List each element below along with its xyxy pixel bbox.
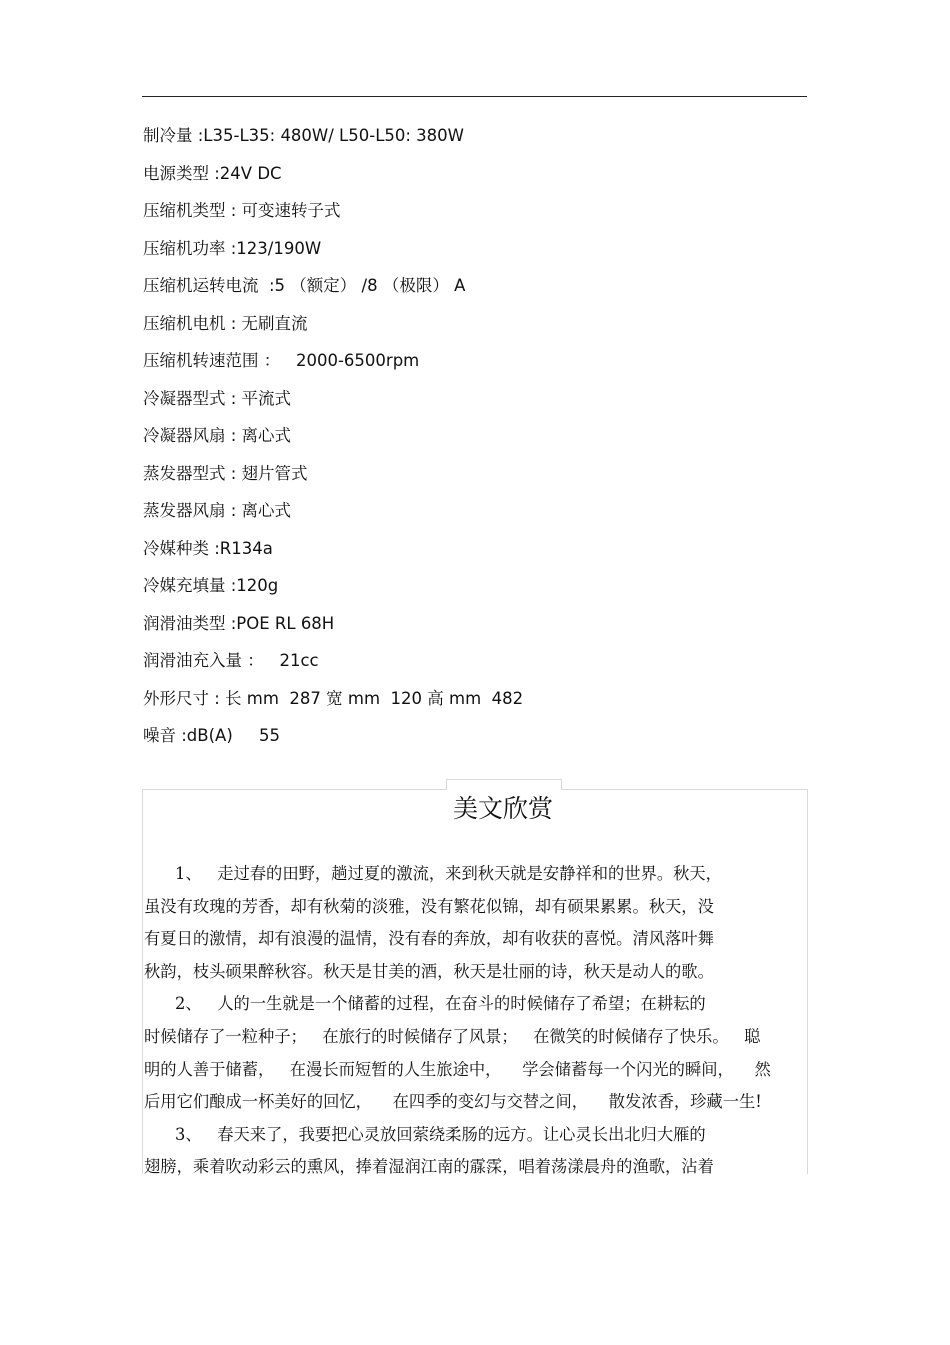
spec-refrigerant-type: 冷媒种类 :R134a (143, 538, 273, 558)
spec-lubricant-charge: 润滑油充入量 ： 21cc (143, 651, 319, 670)
essay-body (144, 858, 806, 1184)
spec-condenser-fan: 冷凝器风扇 : 离心式 (143, 426, 292, 445)
spec-evaporator-type: 蒸发器型式 : 翅片管式 (143, 463, 308, 483)
spec-compressor-power: 压缩机功率 :123/190W (143, 238, 322, 258)
header-rule (142, 96, 807, 97)
spec-power-type: 电源类型 :24V DC (143, 163, 282, 183)
essay-line: 2、 人的一生就是一个储蓄的过程，在奋斗的时候储存了希望；在耕耘的 (144, 994, 706, 1014)
spec-compressor-speed: 压缩机转速范围 ： 2000-6500rpm (143, 351, 420, 370)
spec-evaporator-fan: 蒸发器风扇 : 离心式 (143, 501, 292, 520)
essay-line: 后用它们酿成一杯美好的回忆， 在四季的变幻与交替之间， 散发浓香，珍藏一生! (144, 1092, 762, 1112)
spec-compressor-motor: 压缩机电机 : 无刷直流 (143, 313, 308, 333)
spec-list (143, 122, 803, 760)
essay-line: 明的人善于储蓄， 在漫长而短暂的人生旅途中， 学会储蓄每一个闪光的瞬间， 然 (144, 1059, 771, 1079)
essay-line: 虽没有玫瑰的芳香，却有秋菊的淡雅，没有繁花似锦，却有硕果累累。秋天，没 (144, 896, 714, 916)
essay-line: 时候储存了一粒种子； 在旅行的时候储存了风景； 在微笑的时候储存了快乐。 聪 (144, 1026, 761, 1046)
spec-compressor-type: 压缩机类型 : 可变速转子式 (143, 201, 341, 220)
essay-line: 翅膀，乘着吹动彩云的熏风，捧着湿润江南的霡霂，唱着荡漾晨舟的渔歌，沾着 (144, 1157, 714, 1177)
essay-line: 1、 走过春的田野，趟过夏的激流，来到秋天就是安静祥和的世界。秋天， (144, 864, 722, 883)
spec-refrigerant-charge: 冷媒充填量 :120g (143, 576, 279, 595)
spec-cooling-capacity: 制冷量 :L35-L35: 480W/ L50-L50: 380W (143, 126, 464, 145)
essay-line: 有夏日的激情，却有浪漫的温情，没有春的奔放，却有收获的喜悦。清风落叶舞 (144, 929, 714, 949)
essay-line: 秋韵，枝头硕果醉秋容。秋天是甘美的酒，秋天是壮丽的诗，秋天是动人的歌。 (144, 961, 714, 981)
spec-noise: 噪音 :dB(A) 55 (143, 726, 280, 745)
spec-condenser-type: 冷凝器型式 : 平流式 (143, 388, 292, 408)
essay-title: 美文欣赏 (452, 794, 553, 823)
spec-lubricant-type: 润滑油类型 :POE RL 68H (143, 613, 335, 633)
spec-dimensions: 外形尺寸 : 长 mm 287 宽 mm 120 高 mm 482 (143, 688, 524, 708)
spec-compressor-current: 压缩机运转电流 :5 （额定） /8 （极限） A (143, 276, 466, 295)
essay-line: 3、 春天来了，我要把心灵放回萦绕柔肠的远方。让心灵长出北归大雁的 (144, 1124, 706, 1144)
